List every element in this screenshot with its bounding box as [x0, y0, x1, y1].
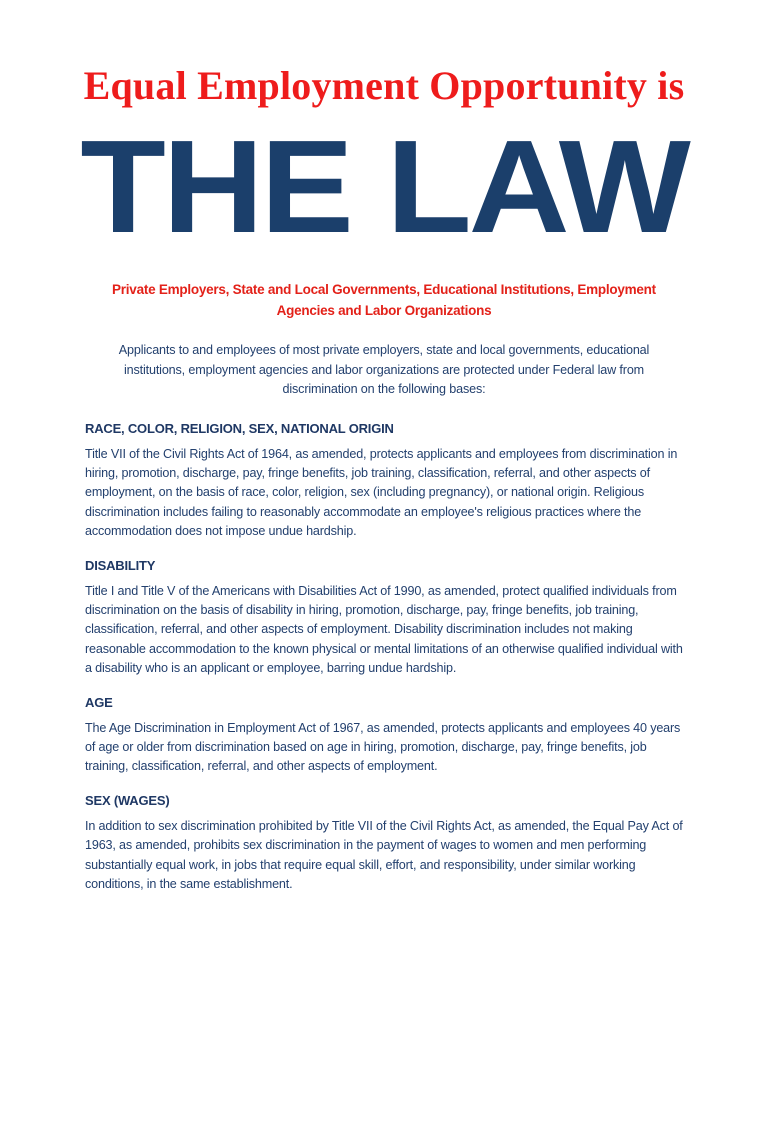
section-heading: AGE: [85, 694, 113, 710]
section-heading: DISABILITY: [85, 557, 156, 573]
poster-title-the-law: THE LAW: [80, 113, 688, 260]
section-heading: RACE, COLOR, RELIGION, SEX, NATIONAL ORIGIN: [85, 420, 394, 436]
section-heading: SEX (WAGES): [85, 792, 170, 808]
section-race-color-religion-sex-national-origin: [85, 421, 690, 542]
section-sex-wages: [85, 793, 690, 895]
protected-bases-sections: [0, 400, 768, 895]
section-body: Title VII of the Civil Rights Act of 1964, as amended, protects applicants and employees from discrimination in hiring, promotion, discharge, pay, fringe benefits, job training, classification, referral, and other aspects of employment, on the basis of race, color, religion, sex (including pregnancy), or national origin. Religious discrimination includes failing to reasonably accommodate an employee's religious practices where the accommodation does not impose undue hardship.: [85, 446, 678, 539]
poster-title-eeo: Equal Employment Opportunity is: [83, 63, 685, 108]
section-age: [85, 695, 690, 777]
poster-masthead: [0, 0, 768, 260]
intro-paragraph: Applicants to and employees of most private employers, state and local governments, educational institutions, employment agencies and labor organizations are protected under Federal law from discrimination on the following bases:: [118, 343, 650, 396]
section-body: Title I and Title V of the Americans with Disabilities Act of 1990, as amended, protect qualified individuals from discrimination on the basis of disability in hiring, promotion, discharge, pay, fringe benefits, job training, classification, referral, and other aspects of employment. Disability discrimination includes not making reasonable accommodation to the known physical or mental limitations of an otherwise qualified individual with a disability who is an applicant or employee, barring undue hardship.: [85, 583, 683, 676]
section-body: The Age Discrimination in Employment Act of 1967, as amended, protects applicants and employees 40 years of age or older from discrimination based on age in hiring, promotion, discharge, pay, fringe benefits, job training, classification, referral, and other aspects of employment.: [85, 720, 681, 774]
section-body: In addition to sex discrimination prohibited by Title VII of the Civil Rights Act, as amended, the Equal Pay Act of 1963, as amended, prohibits sex discrimination in the payment of wages to women and men performing substantially equal work, in jobs that require equal skill, effort, and responsibility, under similar working conditions, in the same establishment.: [85, 818, 683, 891]
covered-entities-banner: Private Employers, State and Local Governments, Educational Institutions, Employment Agencies and Labor Organizations: [112, 282, 656, 318]
section-disability: [85, 558, 690, 679]
